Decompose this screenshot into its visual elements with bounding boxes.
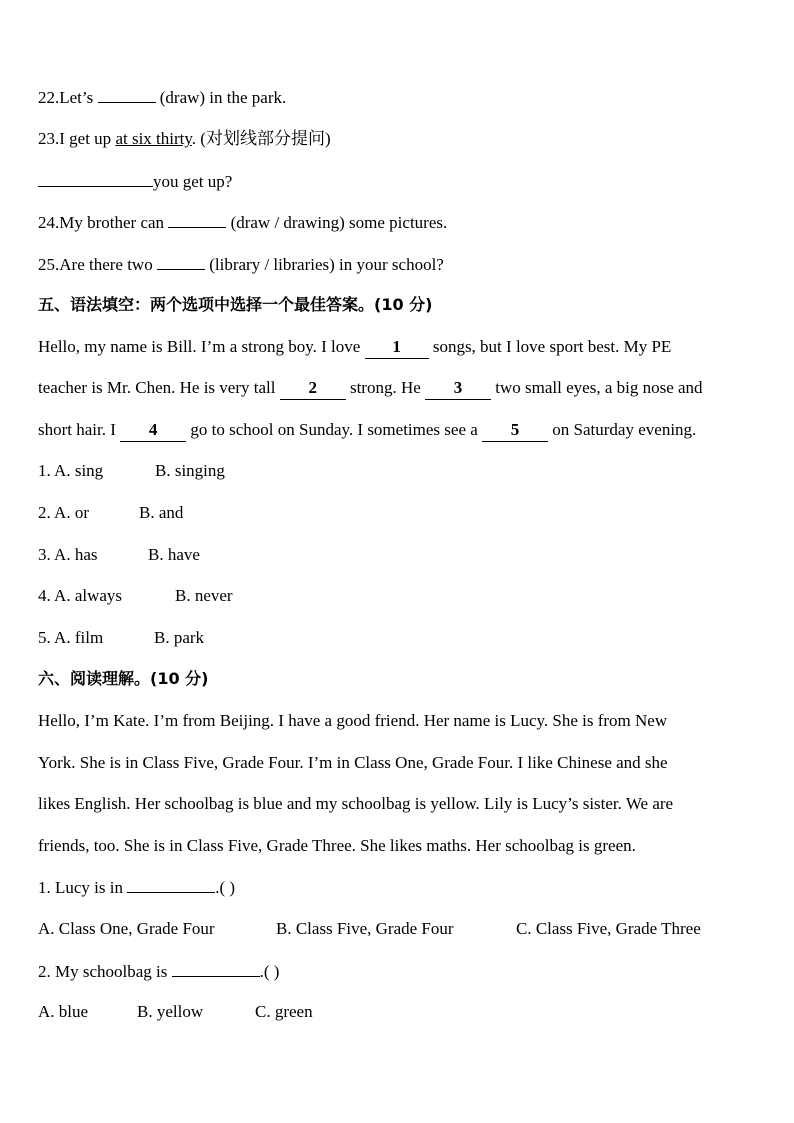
passage-2-line-2: York. She is in Class Five, Grade Four. I’m in Class One, Grade Four. I like Chinese and she [38, 753, 668, 772]
question-text: 1. Lucy is in [38, 878, 128, 897]
option-b[interactable]: B. park [154, 628, 205, 647]
question-25-hint: (library / libraries) in your school? [204, 255, 444, 274]
question-25-text: 25.Are there two [38, 255, 157, 274]
option-a[interactable]: A. blue [38, 1002, 89, 1021]
section-5-heading: 五、语法填空：两个选项中选择一个最佳答案。(10 分) [38, 295, 433, 314]
numbered-blank-3[interactable]: 3 [425, 377, 491, 400]
numbered-blank-1[interactable]: 1 [365, 336, 429, 359]
question-text: 2. My schoolbag is [38, 962, 172, 981]
question-24 [38, 211, 447, 234]
reading-question-2-options [38, 1001, 438, 1023]
option-row-4 [38, 585, 438, 607]
passage-2-line-1: Hello, I’m Kate. I’m from Beijing. I have a good friend. Her name is Lucy. She is from New [38, 711, 668, 730]
option-a[interactable]: 1. A. sing [38, 461, 104, 480]
reading-question-1-options [38, 918, 758, 940]
option-a[interactable]: 5. A. film [38, 628, 104, 647]
reading-question-1 [38, 876, 235, 899]
numbered-blank-4[interactable]: 4 [120, 419, 186, 442]
answer-blank[interactable] [172, 960, 260, 977]
option-row-5 [38, 627, 438, 649]
passage-1-line-1 [38, 336, 671, 359]
question-22-hint: (draw) in the park. [155, 88, 287, 107]
answer-blank[interactable] [127, 876, 215, 893]
passage-2-line-3: likes English. Her schoolbag is blue and my schoolbag is yellow. Lily is Lucy’s sister. We are [38, 794, 674, 813]
underlined-phrase: at six thirty [115, 129, 192, 148]
option-a[interactable]: A. Class One, Grade Four [38, 919, 215, 938]
option-b[interactable]: B. Class Five, Grade Four [276, 919, 454, 938]
passage-2-line-4: friends, too. She is in Class Five, Grade Three. She likes maths. Her schoolbag is green. [38, 836, 636, 855]
passage-text: on Saturday evening. [548, 420, 697, 439]
answer-blank[interactable] [157, 253, 205, 270]
option-b[interactable]: B. yellow [137, 1002, 204, 1021]
option-b[interactable]: B. singing [155, 461, 225, 480]
answer-blank[interactable] [98, 86, 156, 103]
option-row-2 [38, 502, 438, 524]
answer-parentheses[interactable]: .( ) [215, 878, 236, 897]
passage-1-line-3 [38, 419, 696, 442]
passage-text: strong. He [345, 378, 426, 397]
question-25 [38, 253, 444, 276]
question-22 [38, 86, 286, 109]
question-23-answer-line [38, 170, 232, 193]
passage-text: go to school on Sunday. I sometimes see a [186, 420, 483, 439]
question-23-sentence: you get up? [153, 172, 233, 191]
answer-parentheses[interactable]: .( ) [259, 962, 280, 981]
question-23-text: 23.I get up [38, 129, 116, 148]
option-c[interactable]: C. Class Five, Grade Three [516, 919, 701, 938]
numbered-blank-5[interactable]: 5 [482, 419, 548, 442]
option-c[interactable]: C. green [255, 1002, 313, 1021]
passage-text: teacher is Mr. Chen. He is very tall [38, 378, 280, 397]
answer-blank[interactable] [168, 211, 226, 228]
option-row-3 [38, 544, 438, 566]
question-22-text: 22.Let’s [38, 88, 98, 107]
question-23 [38, 128, 331, 150]
question-24-text: 24.My brother can [38, 213, 169, 232]
passage-text: short hair. I [38, 420, 121, 439]
passage-text: two small eyes, a big nose and [491, 378, 703, 397]
question-23-instruction: . (对划线部分提问) [191, 129, 331, 148]
option-a[interactable]: 4. A. always [38, 586, 123, 605]
reading-question-2 [38, 960, 279, 983]
answer-blank[interactable] [38, 170, 153, 187]
option-a[interactable]: 2. A. or [38, 503, 89, 522]
question-24-hint: (draw / drawing) some pictures. [226, 213, 448, 232]
option-b[interactable]: B. never [175, 586, 233, 605]
option-row-1 [38, 460, 438, 482]
section-6-heading: 六、阅读理解。(10 分) [38, 669, 209, 688]
passage-1-line-2 [38, 377, 703, 400]
option-b[interactable]: B. have [148, 545, 200, 564]
option-b[interactable]: B. and [139, 503, 184, 522]
passage-text: songs, but I love sport best. My PE [428, 337, 672, 356]
option-a[interactable]: 3. A. has [38, 545, 98, 564]
passage-text: Hello, my name is Bill. I’m a strong boy. I love [38, 337, 365, 356]
numbered-blank-2[interactable]: 2 [280, 377, 346, 400]
